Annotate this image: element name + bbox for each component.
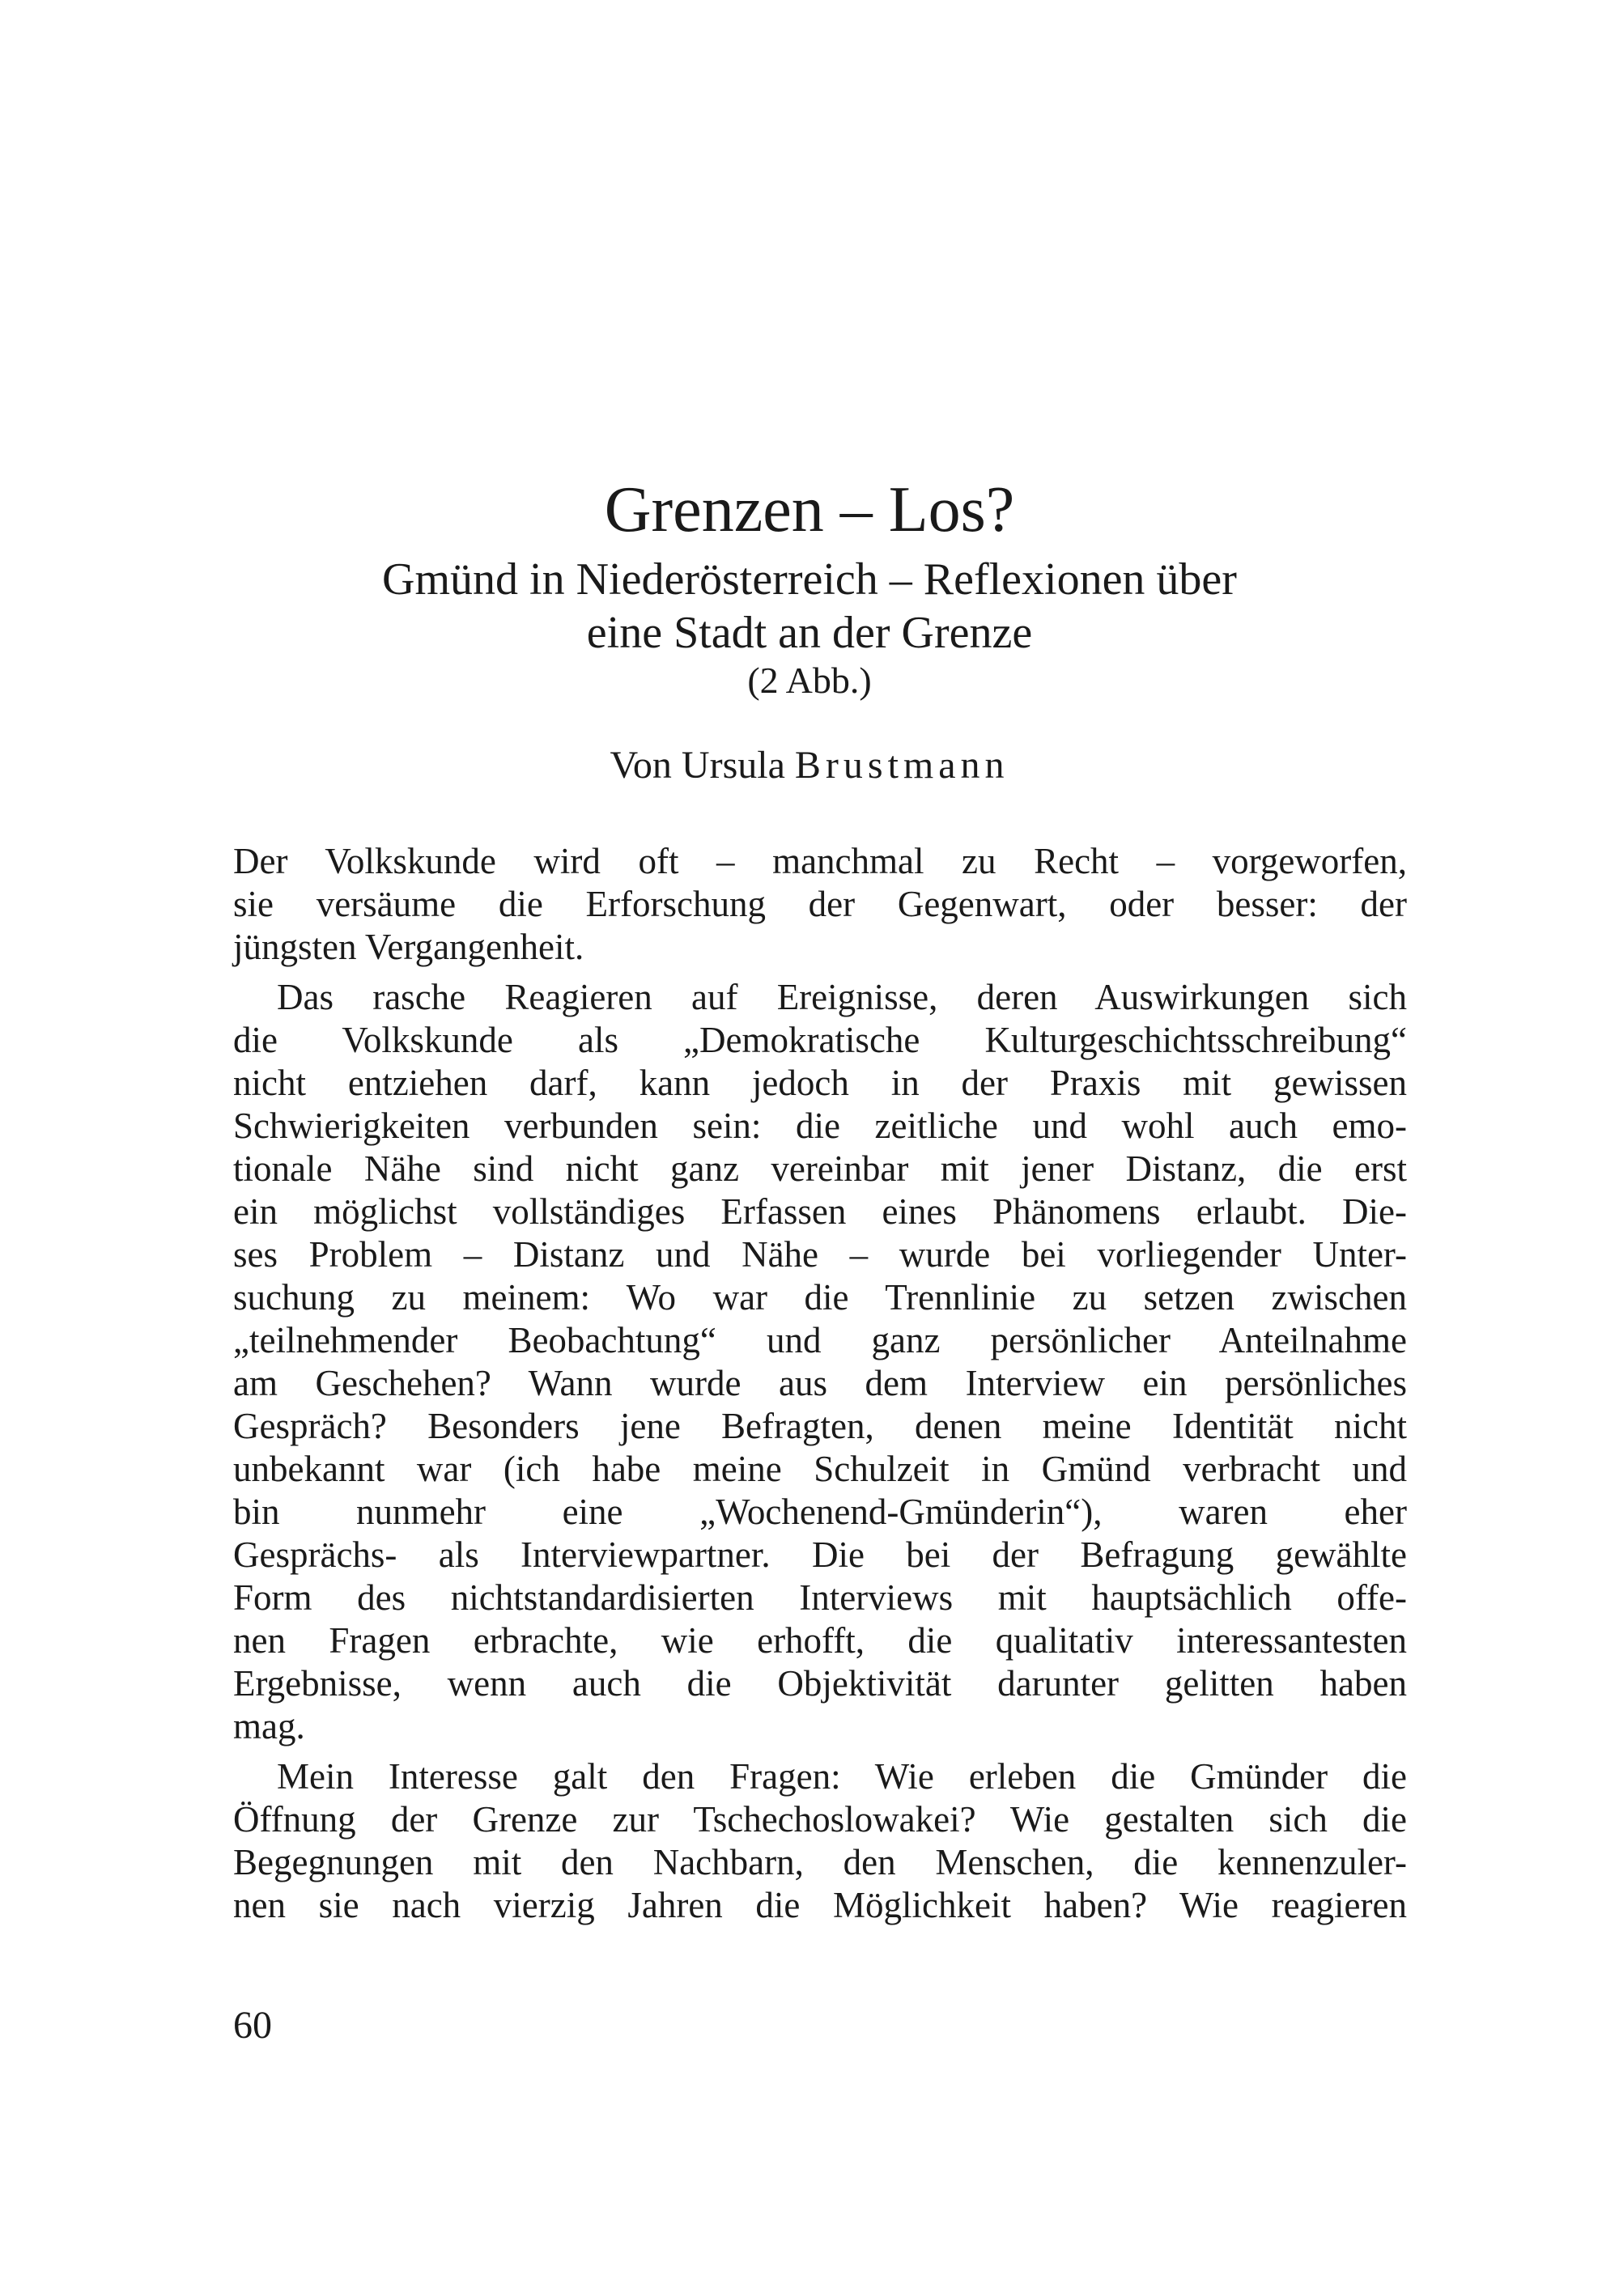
- paragraph: [233, 840, 1407, 969]
- paragraph: [233, 1755, 1407, 1927]
- page-number: 60: [233, 2004, 272, 2047]
- text-line: nen sie nach vierzig Jahren die Möglichkeit haben? Wie reagieren: [233, 1885, 1407, 1925]
- text-line: tionale Nähe sind nicht ganz vereinbar mit jener Distanz, die erst: [233, 1148, 1407, 1189]
- text-line: Das rasche Reagieren auf Ereignisse, deren Auswirkungen sich: [277, 977, 1407, 1017]
- text-line: Öffnung der Grenze zur Tschechoslowakei? Wie gestalten sich die: [233, 1799, 1407, 1840]
- text-line: nen Fragen erbrachte, wie erhofft, die qualitativ interessantesten: [233, 1620, 1407, 1661]
- article-body: [233, 840, 1407, 1934]
- text-line: Form des nichtstandardisierten Interviews mit hauptsächlich offe-: [233, 1577, 1407, 1618]
- article-subtitle-line-2: eine Stadt an der Grenze: [586, 608, 1033, 658]
- figure-count: (2 Abb.): [747, 660, 872, 701]
- author-byline: [0, 743, 1619, 788]
- author-prefix: Von Ursula: [610, 744, 785, 787]
- text-line: ses Problem – Distanz und Nähe – wurde bei vorliegender Unter-: [233, 1234, 1407, 1275]
- text-line: Begegnungen mit den Nachbarn, den Menschen, die kennenzuler-: [233, 1842, 1407, 1882]
- text-line: sie versäume die Erforschung der Gegenwart, oder besser: der: [233, 884, 1407, 924]
- article-subtitle-line-1: Gmünd in Niederösterreich – Reflexionen über: [382, 554, 1237, 605]
- text-line: suchung zu meinem: Wo war die Trennlinie zu setzen zwischen: [233, 1277, 1407, 1318]
- paragraph: [233, 976, 1407, 1748]
- text-line: „teilnehmender Beobachtung“ und ganz persönlicher Anteilnahme: [233, 1320, 1407, 1360]
- text-line: unbekannt war (ich habe meine Schulzeit in Gmünd verbracht und: [233, 1449, 1407, 1489]
- text-line: bin nunmehr eine „Wochenend-Gmünderin“), waren eher: [233, 1492, 1407, 1532]
- text-line: Ergebnisse, wenn auch die Objektivität darunter gelitten haben: [233, 1663, 1407, 1704]
- text-line: jüngsten Vergangenheit.: [233, 927, 584, 967]
- text-line: Gespräch? Besonders jene Befragten, denen meine Identität nicht: [233, 1406, 1407, 1446]
- text-line: die Volkskunde als „Demokratische Kulturgeschichtsschreibung“: [233, 1020, 1407, 1060]
- article-title: Grenzen – Los?: [604, 474, 1015, 545]
- text-line: Mein Interesse galt den Fragen: Wie erleben die Gmünder die: [277, 1756, 1407, 1797]
- text-line: Gesprächs- als Interviewpartner. Die bei der Befragung gewählte: [233, 1534, 1407, 1575]
- text-line: Der Volkskunde wird oft – manchmal zu Recht – vorgeworfen,: [233, 841, 1407, 881]
- author-surname: Brustmann: [794, 744, 1009, 787]
- text-line: am Geschehen? Wann wurde aus dem Interview ein persönliches: [233, 1363, 1407, 1403]
- text-line: mag.: [233, 1706, 305, 1746]
- text-line: ein möglichst vollständiges Erfassen eines Phänomens erlaubt. Die-: [233, 1191, 1407, 1232]
- text-line: nicht entziehen darf, kann jedoch in der Praxis mit gewissen: [233, 1063, 1407, 1103]
- text-line: Schwierigkeiten verbunden sein: die zeitliche und wohl auch emo-: [233, 1106, 1407, 1146]
